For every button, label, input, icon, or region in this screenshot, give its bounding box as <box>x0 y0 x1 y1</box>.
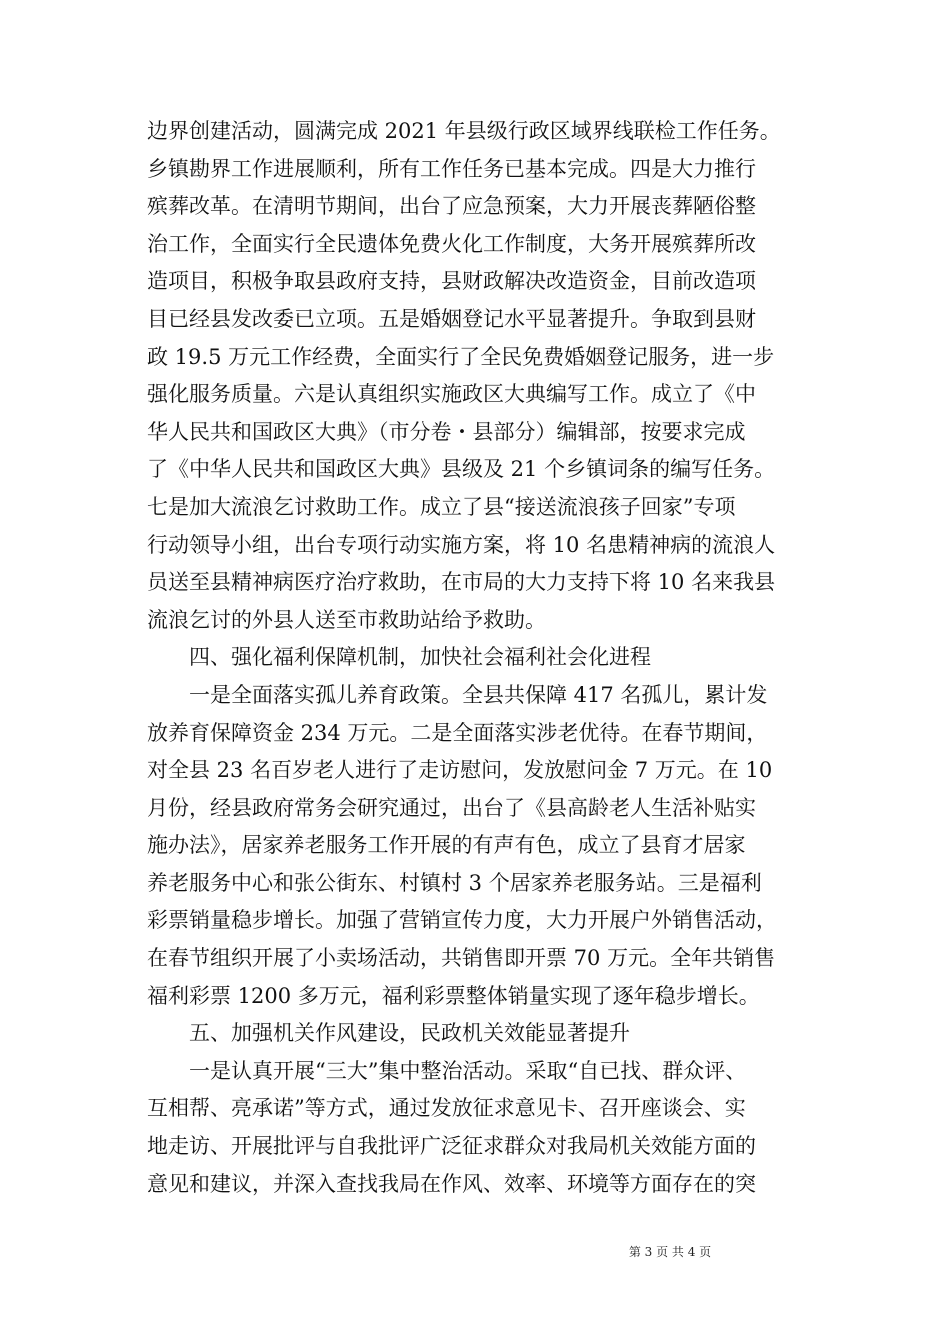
text-line: 七是加大流浪乞讨救助工作。成立了县“接送流浪孩子回家”专项 <box>147 494 736 519</box>
text-line: 彩票销量稳步增长。加强了营销宣传力度，大力开展户外销售活动， <box>147 908 777 933</box>
text-line: 华人民共和国政区大典》（市分卷・县部分）编辑部，按要求完成 <box>147 419 746 444</box>
text-line: 一是全面落实孤儿养育政策。全县共保障 417 名孤儿，累计发 <box>189 682 768 707</box>
text-line: 意见和建议，并深入查找我局在作风、效率、环境等方面存在的突 <box>147 1171 756 1196</box>
text-line: 流浪乞讨的外县人送至市救助站给予救助。 <box>147 607 546 632</box>
page-number: 第 3 页 共 4 页 <box>628 1245 712 1259</box>
section-heading: 四、强化福利保障机制，加快社会福利社会化进程 <box>189 645 651 670</box>
text-line: 行动领导小组，出台专项行动实施方案，将 10 名患精神病的流浪人 <box>147 532 776 557</box>
text-line: 员送至县精神病医疗治疗救助，在市局的大力支持下将 10 名来我县 <box>147 570 776 595</box>
document-body <box>147 113 803 1203</box>
text-line: 殡葬改革。在清明节期间，出台了应急预案，大力开展丧葬陋俗整 <box>147 194 756 219</box>
text-line: 造项目，积极争取县政府支持，县财政解决改造资金，目前改造项 <box>147 269 756 294</box>
text-line: 施办法》，居家养老服务工作开展的有声有色，成立了县育才居家 <box>147 833 746 858</box>
text-line: 养老服务中心和张公街东、村镇村 3 个居家养老服务站。三是福利 <box>147 870 762 895</box>
text-line: 放养育保障资金 234 万元。二是全面落实涉老优待。在春节期间， <box>147 720 768 745</box>
text-line: 互相帮、亮承诺”等方式，通过发放征求意见卡、召开座谈会、实 <box>147 1096 746 1121</box>
section-heading: 五、加强机关作风建设，民政机关效能显著提升 <box>189 1021 630 1046</box>
text-line: 福利彩票 1200 多万元，福利彩票整体销量实现了逐年稳步增长。 <box>147 983 760 1008</box>
text-line: 边界创建活动，圆满完成 2021 年县级行政区域界线联检工作任务。 <box>147 119 781 143</box>
text-line: 在春节组织开展了小卖场活动，共销售即开票 70 万元。全年共销售 <box>147 946 776 971</box>
text-line: 对全县 23 名百岁老人进行了走访慰问，发放慰问金 7 万元。在 10 <box>147 758 773 783</box>
text-line: 月份，经县政府常务会研究通过，出台了《县高龄老人生活补贴实 <box>147 795 756 820</box>
text-line: 强化服务质量。六是认真组织实施政区大典编写工作。成立了《中 <box>147 382 756 407</box>
text-line: 目已经县发改委已立项。五是婚姻登记水平显著提升。争取到县财 <box>147 306 756 331</box>
text-line: 乡镇勘界工作进展顺利，所有工作任务已基本完成。四是大力推行 <box>147 156 756 181</box>
text-line: 地走访、开展批评与自我批评广泛征求群众对我局机关效能方面的 <box>147 1134 756 1159</box>
text-line: 一是认真开展“三大”集中整治活动。采取“自已找、群众评、 <box>189 1058 747 1083</box>
text-line: 治工作，全面实行全民遗体免费火化工作制度，大务开展殡葬所改 <box>147 231 756 256</box>
text-line: 政 19.5 万元工作经费，全面实行了全民免费婚姻登记服务，进一步 <box>147 344 775 369</box>
text-line: 了《中华人民共和国政区大典》县级及 21 个乡镇词条的编写任务。 <box>147 457 776 482</box>
